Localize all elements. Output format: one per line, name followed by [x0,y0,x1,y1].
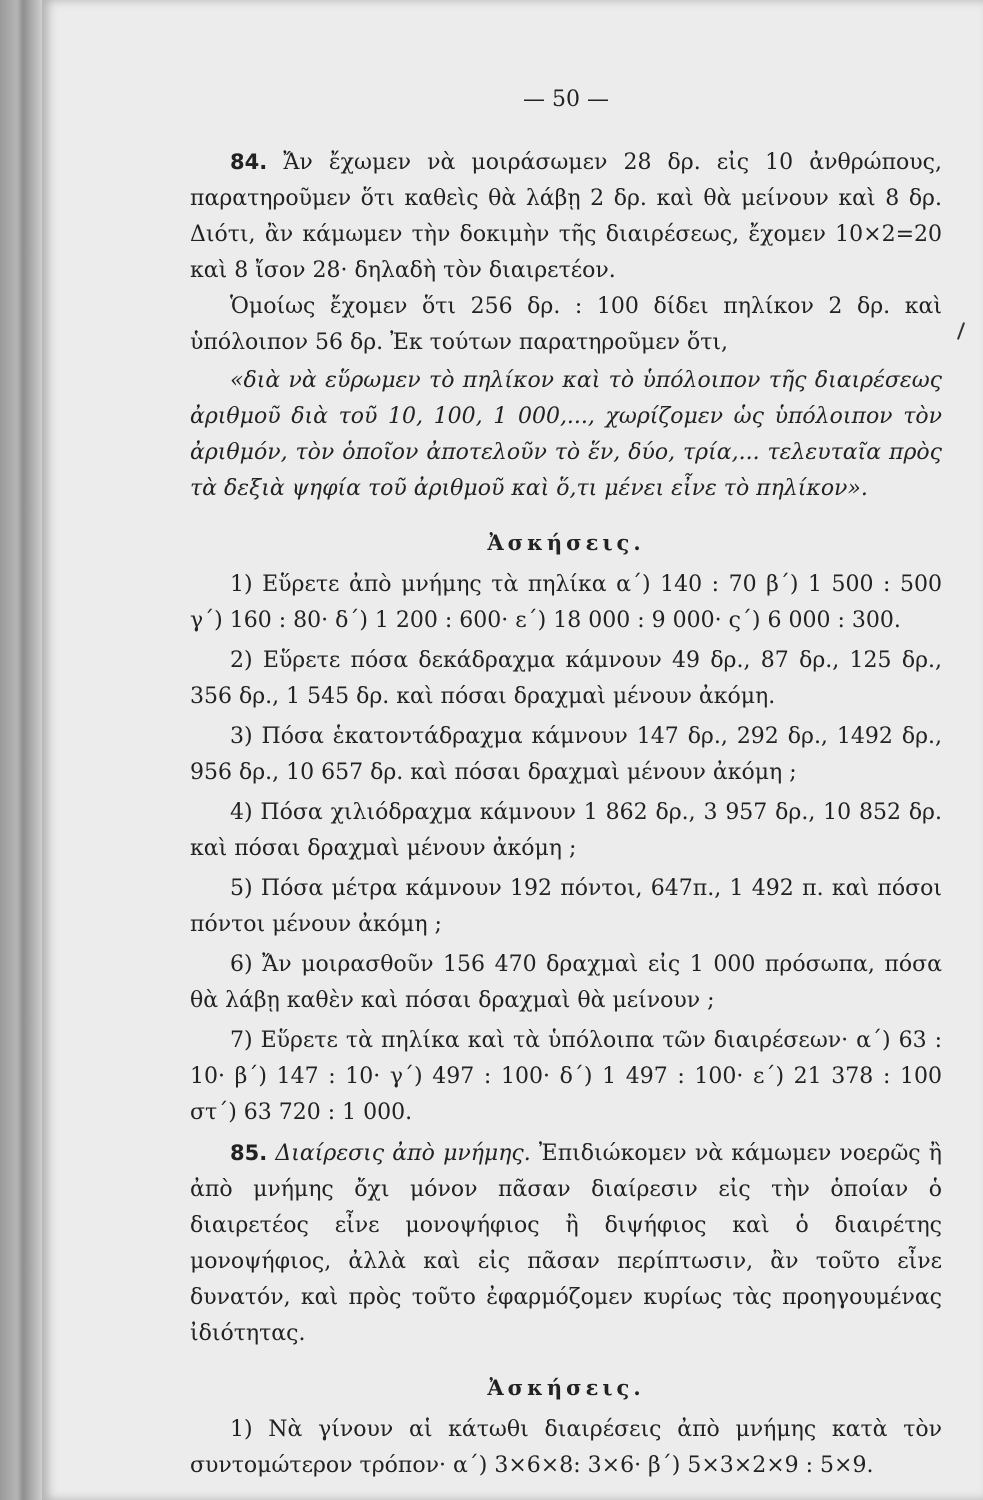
section-84-text: Ἄν ἔχωμεν νὰ μοιράσωμεν 28 δρ. εἰς 10 ἀνθρώπους, παρατηροῦμεν ὅτι καθεὶς θὰ λάβῃ 2 δρ. καὶ θὰ μείνουν καὶ 8 δρ. Διότι, ἂν κάμωμεν τὴν δοκιμὴν τῆς διαιρέσεως, ἔχομεν 10×2=20 καὶ 8 ἴσον 28· δηλαδὴ τὸν διαιρετέον. [190,150,942,283]
section-84-paragraph-2: Ὁμοίως ἔχομεν ὅτι 256 δρ. : 100 δίδει πηλίκον 2 δρ. καὶ ὑπόλοιπον 56 δρ. Ἐκ τούτων παρατηροῦμεν ὅτι, [190,294,942,355]
exercise-84-2: 2) Εὕρετε πόσα δεκάδραχμα κάμνουν 49 δρ., 87 δρ., 125 δρ., 356 δρ., 1 545 δρ. καὶ πόσαι δραχμαὶ μένουν ἀκόμη. [190,648,942,709]
section-85-title: Διαίρεσις ἀπὸ μνήμης. [275,1141,531,1166]
section-85-number: 85. [230,1141,268,1165]
section-84-intro [190,144,942,289]
page-content [190,82,942,1488]
exercise-84-4: 4) Πόσα χιλιόδραχμα κάμνουν 1 862 δρ., 3 957 δρ., 10 852 δρ. καὶ πόσαι δραχμαὶ μένουν ἀκόμη ; [190,800,942,861]
section-85-text: Ἐπιδιώκομεν νὰ κάμωμεν νοερῶς ἢ ἀπὸ μνήμης ὄχι μόνον πᾶσαν διαίρεσιν εἰς τὴν ὁποίαν ὁ διαιρετέος εἶνε μονοψήφιος ἢ διψήφιος καὶ ὁ διαιρέτης μονοψήφιος, ἀλλὰ καὶ εἰς πᾶσαν περίπτωσιν, ἂν τοῦτο εἶνε δυνατόν, καὶ πρὸς τοῦτο ἐφαρμόζομεν κυρίως τὰς προηγουμένας ἰδιότητας. [190,1141,942,1346]
exercise-84-3: 3) Πόσα ἑκατοντάδραχμα κάμνουν 147 δρ., 292 δρ., 1492 δρ., 956 δρ., 10 657 δρ. καὶ πόσαι δραχμαὶ μένουν ἀκόμη ; [190,724,942,785]
exercise-84-1: 1) Εὕρετε ἀπὸ μνήμης τὰ πηλίκα α΄) 140 : 70 β΄) 1 500 : 500 γ΄) 160 : 80· δ΄) 1 200 : 600· ε΄) 18 000 : 9 000· ς΄) 6 000 : 300. [190,572,942,633]
book-page-edge [0,0,42,1500]
section-85-intro [190,1135,942,1352]
page-number: — 50 — [523,87,609,112]
exercises-heading-85: Ἀσκήσεις. [487,1375,645,1400]
exercises-heading-84: Ἀσκήσεις. [487,530,645,555]
exercise-84-7: 7) Εὕρετε τὰ πηλίκα καὶ τὰ ὑπόλοιπα τῶν διαιρέσεων· α΄) 63 : 10· β΄) 147 : 10· γ΄) 497 : 100· δ΄) 1 497 : 100· ε΄) 21 378 : 100 στ΄) 63 720 : 1 000. [190,1028,942,1125]
exercise-84-5: 5) Πόσα μέτρα κάμνουν 192 πόντοι, 647π., 1 492 π. καὶ πόσοι πόντοι μένουν ἀκόμη ; [190,876,942,937]
section-84-rule: «διὰ νὰ εὕρωμεν τὸ πηλίκον καὶ τὸ ὑπόλοιπον τῆς διαιρέσεως ἀριθμοῦ διὰ τοῦ 10, 100, 1 000,..., χωρίζομεν ὡς ὑπόλοιπον τὸν ἀριθμόν, τὸν ὁποῖον ἀποτελοῦν τὸ ἕν, δύο, τρία,... τελευταῖα πρὸς τὰ δεξιὰ ψηφία τοῦ ἀριθμοῦ καὶ ὅ,τι μένει εἶνε τὸ πηλίκον». [190,368,942,501]
exercise-85-1: 1) Νὰ γίνουν αἱ κάτωθι διαιρέσεις ἀπὸ μνήμης κατὰ τὸν συντομώτερον τρόπον· α΄) 3×6×8: 3×6· β΄) 5×3×2×9 : 5×9. [190,1417,942,1478]
exercise-84-6: 6) Ἄν μοιρασθοῦν 156 470 δραχμαὶ εἰς 1 000 πρόσωπα, πόσα θὰ λάβῃ καθὲν καὶ πόσαι δραχμαὶ θὰ μείνουν ; [190,952,942,1013]
section-84-number: 84. [230,150,268,174]
